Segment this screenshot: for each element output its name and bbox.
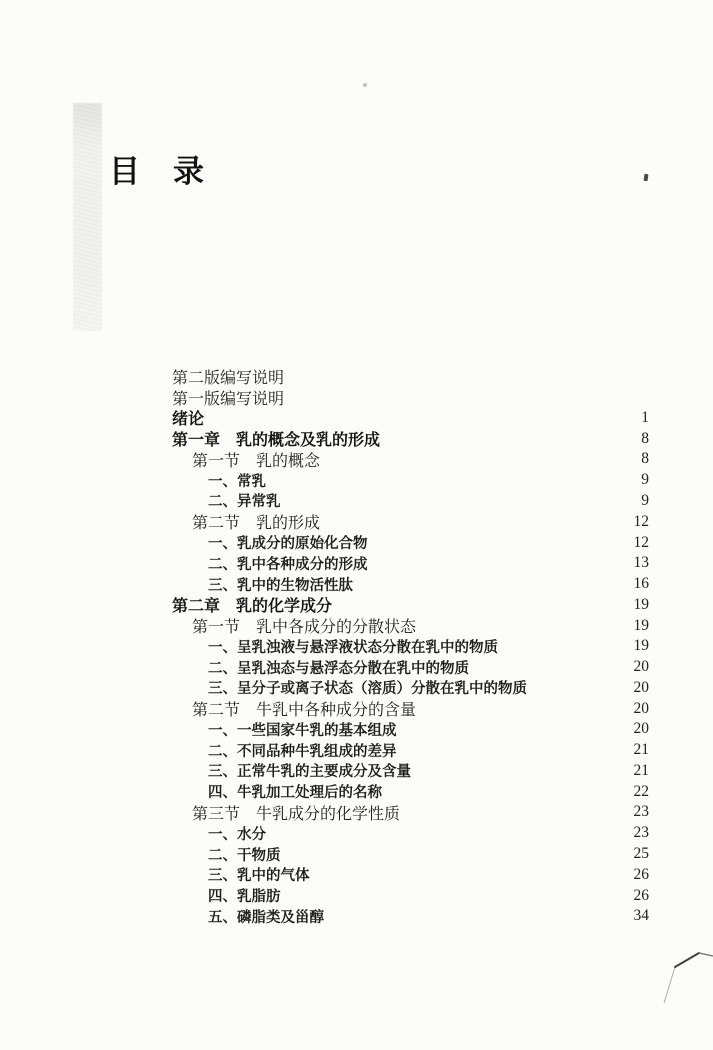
toc-entry-title: 三、乳中的生物活性肽 bbox=[208, 577, 353, 594]
page-curl-mark bbox=[663, 948, 713, 1004]
ink-speck bbox=[363, 83, 367, 87]
toc-entry-title: 五、磷脂类及甾醇 bbox=[208, 909, 324, 926]
toc-entry-title: 二、不同品种牛乳组成的差异 bbox=[208, 743, 397, 760]
toc-entry-title: 四、牛乳加工处理后的名称 bbox=[208, 785, 382, 802]
page-number: 19 bbox=[633, 595, 649, 613]
page-number: 13 bbox=[633, 554, 649, 572]
page-number: 8 bbox=[641, 429, 649, 447]
page-number: 26 bbox=[633, 865, 649, 883]
toc-entry-title: 二、异常乳 bbox=[208, 494, 281, 511]
toc-entry bbox=[172, 864, 649, 885]
page-number: 20 bbox=[633, 720, 649, 738]
page-number: 19 bbox=[633, 637, 649, 655]
toc-entry bbox=[172, 532, 649, 553]
scan-smudge-artifact bbox=[73, 103, 102, 331]
toc-entry-title: 二、干物质 bbox=[208, 847, 281, 864]
toc-entry-title: 一、水分 bbox=[208, 826, 266, 843]
toc-entry bbox=[172, 553, 649, 574]
toc-entry-title: 第二节 乳的形成 bbox=[192, 515, 321, 533]
toc-entry bbox=[172, 387, 649, 408]
toc-entry-title: 第二节 牛乳中各种成分的含量 bbox=[192, 702, 417, 720]
toc-entry bbox=[172, 574, 649, 595]
ink-speck bbox=[644, 174, 649, 181]
toc-entry bbox=[172, 802, 649, 823]
page-number: 12 bbox=[633, 512, 649, 530]
toc-entry-title: 一、常乳 bbox=[208, 473, 266, 490]
toc-entry-title: 一、一些国家牛乳的基本组成 bbox=[208, 722, 397, 739]
toc-entry bbox=[172, 906, 649, 927]
toc-entry-title: 第一版编写说明 bbox=[172, 390, 285, 408]
toc-entry bbox=[172, 428, 649, 449]
toc-entry bbox=[172, 470, 649, 491]
toc-entry-title: 二、乳中各种成分的形成 bbox=[208, 556, 368, 573]
toc-entry bbox=[172, 408, 649, 429]
toc-entry bbox=[172, 761, 649, 782]
page-number: 9 bbox=[641, 491, 649, 509]
toc-entry bbox=[172, 366, 649, 387]
page-title: 目 录 bbox=[109, 154, 205, 189]
page-number: 22 bbox=[633, 782, 649, 800]
page-number: 16 bbox=[633, 575, 649, 593]
toc-entry-title: 第二版编写说明 bbox=[172, 369, 285, 387]
toc-entry bbox=[172, 449, 649, 470]
page-number: 12 bbox=[633, 533, 649, 551]
toc-entry bbox=[172, 657, 649, 678]
page-number: 23 bbox=[633, 803, 649, 821]
page-number: 26 bbox=[633, 886, 649, 904]
page-number: 20 bbox=[633, 658, 649, 676]
toc-entry bbox=[172, 885, 649, 906]
toc-entry-title: 一、乳成分的原始化合物 bbox=[208, 536, 368, 553]
page-number: 1 bbox=[641, 408, 649, 426]
toc-entry bbox=[172, 511, 649, 532]
page-number: 23 bbox=[633, 824, 649, 842]
toc-entry-title: 三、正常牛乳的主要成分及含量 bbox=[208, 764, 411, 781]
toc-entry bbox=[172, 698, 649, 719]
page-number: 21 bbox=[633, 741, 649, 759]
page-number: 20 bbox=[633, 678, 649, 696]
toc-entry-title: 第一节 乳中各成分的分散状态 bbox=[192, 619, 417, 637]
toc-entry bbox=[172, 615, 649, 636]
toc-entry bbox=[172, 594, 649, 615]
page-number: 9 bbox=[641, 471, 649, 489]
toc-entry bbox=[172, 636, 649, 657]
toc-entry bbox=[172, 491, 649, 512]
page-number: 34 bbox=[633, 907, 649, 925]
toc-list bbox=[172, 366, 649, 927]
toc-entry-title: 第一节 乳的概念 bbox=[192, 452, 321, 470]
page-number: 19 bbox=[633, 616, 649, 634]
page-number: 25 bbox=[633, 844, 649, 862]
toc-entry bbox=[172, 719, 649, 740]
toc-entry-title: 三、呈分子或离子状态（溶质）分散在乳中的物质 bbox=[208, 681, 527, 698]
toc-entry bbox=[172, 740, 649, 761]
toc-entry-title: 三、乳中的气体 bbox=[208, 868, 310, 885]
toc-entry-title: 一、呈乳浊液与悬浮液状态分散在乳中的物质 bbox=[208, 639, 498, 656]
toc-entry-title: 二、呈乳浊态与悬浮态分散在乳中的物质 bbox=[208, 660, 469, 677]
toc-entry-title: 第一章 乳的概念及乳的形成 bbox=[172, 432, 381, 450]
toc-entry bbox=[172, 677, 649, 698]
toc-entry bbox=[172, 844, 649, 865]
page-number: 21 bbox=[633, 761, 649, 779]
page-number: 8 bbox=[641, 450, 649, 468]
toc-entry bbox=[172, 781, 649, 802]
toc-entry-title: 绪论 bbox=[172, 411, 205, 429]
toc-entry bbox=[172, 823, 649, 844]
toc-entry-title: 第三节 牛乳成分的化学性质 bbox=[192, 805, 401, 823]
toc-entry-title: 第二章 乳的化学成分 bbox=[172, 598, 333, 616]
toc-entry-title: 四、乳脂肪 bbox=[208, 889, 281, 906]
page-number: 20 bbox=[633, 699, 649, 717]
